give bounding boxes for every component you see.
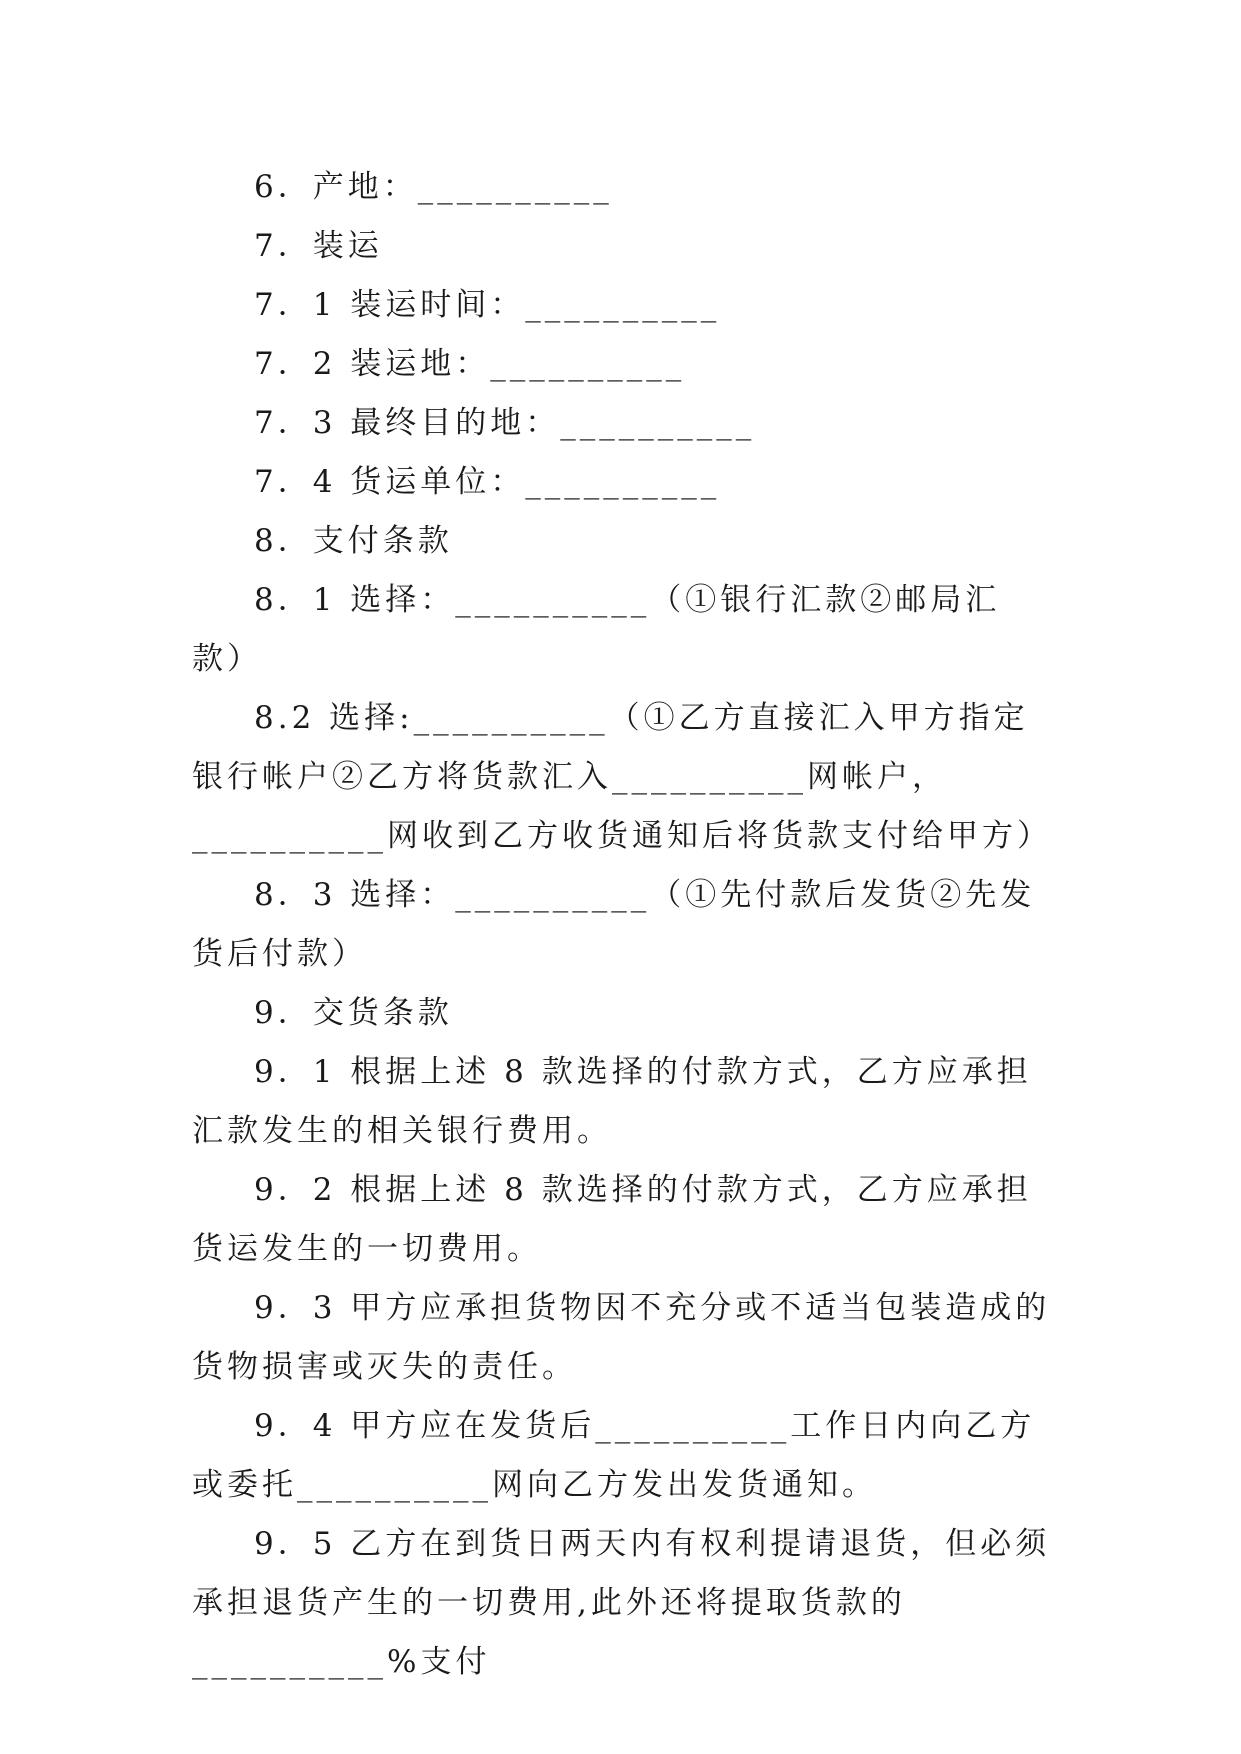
clause-6-origin: 6．产地：__________ bbox=[254, 169, 613, 205]
clause-8-payment-heading: 8．支付条款 bbox=[254, 523, 453, 559]
clause-7-4-carrier: 7．4 货运单位：__________ bbox=[254, 464, 721, 500]
clause-9-2: 9．2 根据上述 8 款选择的付款方式，乙方应承担货运发生的一切费用。 bbox=[192, 1172, 1032, 1267]
clause-7-shipment-heading: 7．装运 bbox=[254, 228, 383, 264]
clause-9-4: 9．4 甲方应在发货后__________工作日内向乙方或委托__________网向乙方发出发货通知。 bbox=[192, 1408, 1036, 1503]
clause-7-3-final-destination: 7．3 最终目的地：__________ bbox=[254, 405, 756, 441]
clause-8-1-choice: 8．1 选择：__________（①银行汇款②邮局汇款） bbox=[192, 582, 1001, 677]
clause-8-2-choice: 8.2 选择:__________（①乙方直接汇入甲方指定银行帐户②乙方将货款汇入__________网帐户，__________网收到乙方收货通知后将货款支付给甲方） bbox=[192, 700, 1052, 854]
clause-8-3-choice: 8．3 选择：__________（①先付款后发货②先发货后付款） bbox=[192, 877, 1036, 972]
clause-9-delivery-heading: 9．交货条款 bbox=[254, 995, 453, 1031]
clause-9-3: 9．3 甲方应承担货物因不充分或不适当包装造成的货物损害或灭失的责任。 bbox=[192, 1290, 1051, 1385]
document-page bbox=[192, 158, 1054, 1692]
clause-7-1-shipment-time: 7．1 装运时间：__________ bbox=[254, 287, 721, 323]
clause-9-1: 9．1 根据上述 8 款选择的付款方式，乙方应承担汇款发生的相关银行费用。 bbox=[192, 1054, 1032, 1149]
clause-9-5: 9．5 乙方在到货日两天内有权利提请退货，但必须承担退货产生的一切费用,此外还将提取货款的__________%支付 bbox=[192, 1526, 1051, 1680]
clause-7-2-shipment-place: 7．2 装运地：__________ bbox=[254, 346, 686, 382]
